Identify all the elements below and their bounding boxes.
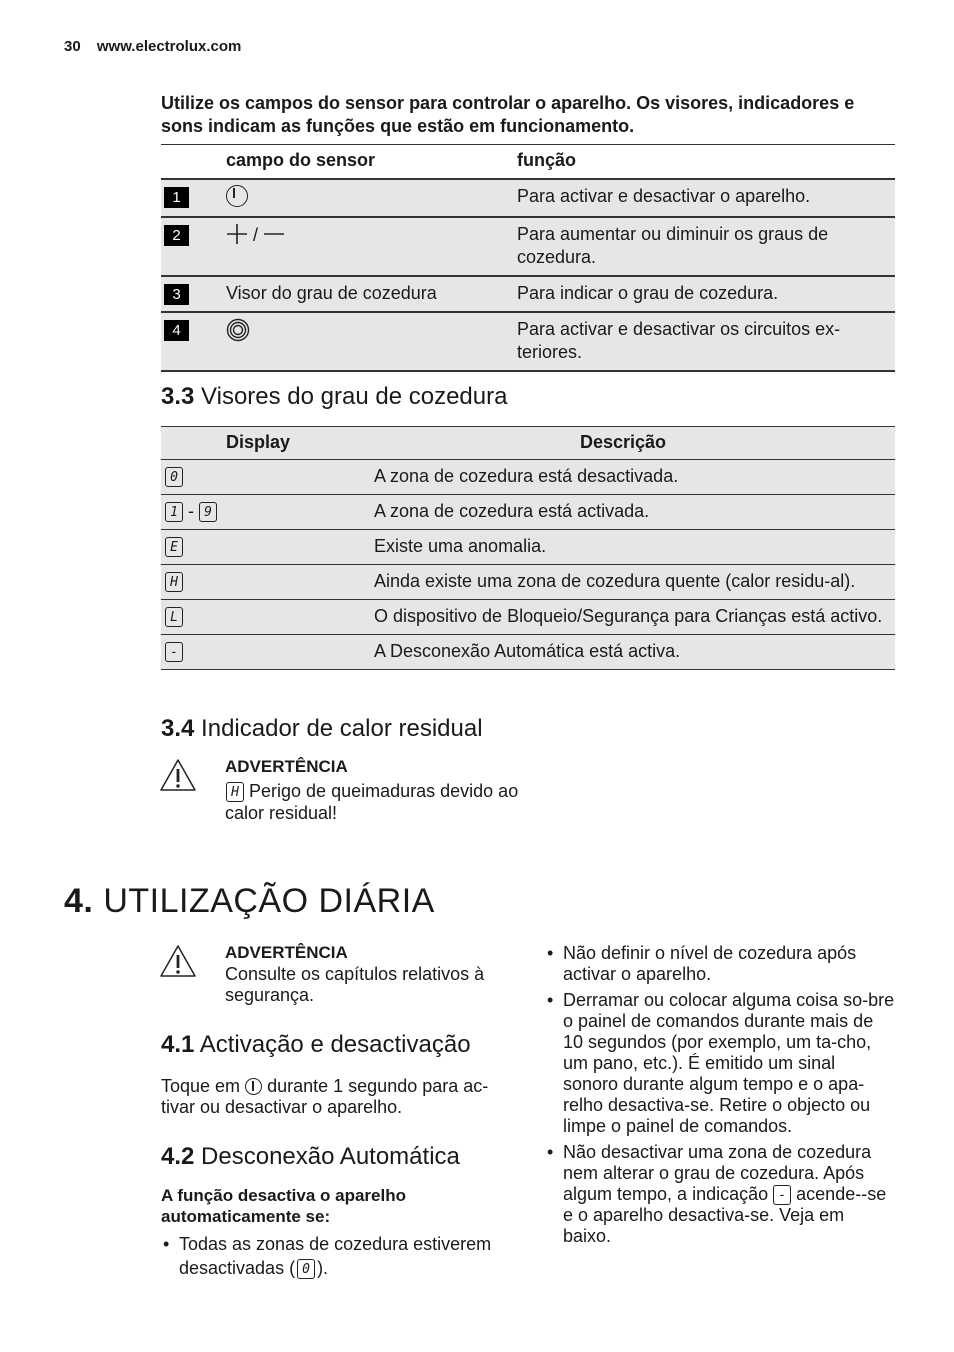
row-desc: Existe uma anomalia.: [374, 536, 547, 556]
section-number: 4.1: [161, 1031, 195, 1058]
site-url[interactable]: www.electrolux.com: [96, 38, 242, 55]
row-number: 3: [164, 284, 189, 305]
table-row: [161, 217, 895, 276]
warning-text: Consulte os capítulos relativos à segurança.: [225, 964, 485, 1005]
row-number: 4: [164, 320, 189, 341]
minus-icon: [263, 223, 285, 245]
section-title: Visores do grau de cozedura: [201, 383, 508, 410]
warning-block: [225, 757, 525, 824]
row-field: Visor do grau de cozedura: [226, 282, 437, 303]
display-symbol: E: [165, 537, 183, 557]
table-row: [161, 600, 895, 635]
table-row: [161, 530, 895, 565]
list-item: • Não definir o nível de cozedura após activar o aparelho.: [545, 943, 895, 985]
display-symbol: H: [165, 572, 183, 592]
row-number: 2: [164, 225, 189, 246]
power-icon: [245, 1078, 262, 1095]
table-row: [161, 635, 895, 670]
section-lead: A função desactiva o aparelho automaticamente se:: [161, 1186, 406, 1226]
text-part: Toque em: [161, 1076, 241, 1096]
col-header-display: Display: [226, 432, 291, 452]
display-symbol: 9: [199, 502, 217, 522]
table-header-row: [161, 145, 895, 179]
chapter-number: 4.: [64, 882, 94, 920]
separator: /: [253, 224, 259, 245]
bullet-list: [545, 943, 895, 1247]
power-icon: [226, 185, 248, 207]
display-symbol: -: [165, 642, 183, 662]
chapter-title: [64, 882, 435, 921]
plus-icon: [226, 223, 248, 245]
warning-icon: [159, 944, 197, 978]
row-func: Para indicar o grau de cozedura.: [517, 282, 779, 303]
row-func: Para activar e desactivar o aparelho.: [517, 185, 811, 206]
warning-block: [225, 943, 515, 1006]
warning-icon: [159, 758, 197, 792]
list-item: [161, 1232, 521, 1280]
page-number: 30: [64, 38, 81, 55]
section-number: 3.4: [161, 715, 195, 742]
display-table: [161, 426, 895, 670]
warning-title: ADVERTÊNCIA: [225, 757, 348, 776]
text-part: acende--se e o aparelho desactiva-se. Veja em baixo.: [563, 1184, 887, 1247]
display-symbol: -: [773, 1185, 791, 1205]
table-row: [161, 312, 895, 371]
range-separator: -: [188, 501, 195, 521]
table-row: [161, 495, 895, 530]
warning-text: [225, 780, 525, 824]
section-heading-3-3: [161, 383, 507, 411]
text-part: ).: [317, 1258, 329, 1278]
row-func: Para activar e desactivar os circuitos ex-teriores.: [517, 318, 841, 362]
warning-message: Perigo de queimaduras devido ao calor residual!: [225, 781, 519, 824]
table-row: [161, 179, 895, 217]
display-symbol: H: [226, 782, 244, 802]
intro-text: Utilize os campos do sensor para controlar o aparelho. Os visores, indicadores e sons indicam as funções que estão em funcionamento.: [161, 93, 855, 136]
bullet-list: [161, 1232, 521, 1280]
display-symbol: L: [165, 607, 183, 627]
text-part: Não desactivar uma zona de cozedura nem alterar o grau de cozedura. Após algum tempo, a indicação: [563, 1142, 872, 1204]
row-desc: A Desconexão Automática está activa.: [374, 641, 681, 661]
row-desc: O dispositivo de Bloqueio/Segurança para Crianças está activo.: [374, 606, 883, 626]
col-header-func: função: [517, 150, 577, 170]
table-row: [161, 276, 895, 312]
display-symbol: 1: [165, 502, 183, 522]
row-desc: A zona de cozedura está desactivada.: [374, 466, 679, 486]
section-title: Desconexão Automática: [201, 1143, 460, 1170]
page-header: [64, 38, 241, 55]
section-title: Activação e desactivação: [199, 1031, 471, 1058]
section-heading-3-4: [161, 715, 483, 743]
warning-title: ADVERTÊNCIA: [225, 943, 348, 962]
row-desc: Ainda existe uma zona de cozedura quente (calor residu-al).: [374, 571, 856, 591]
text-part: Todas as zonas de cozedura estiverem desactivadas (: [179, 1234, 492, 1278]
dual-circuit-icon: [226, 318, 250, 342]
chapter-name: UTILIZAÇÃO DIÁRIA: [103, 882, 435, 920]
section-heading-4-1: [161, 1031, 471, 1059]
section-title: Indicador de calor residual: [201, 715, 483, 742]
table-row: [161, 565, 895, 600]
section-number: 3.3: [161, 383, 195, 410]
text-part: durante 1 segundo para ac-tivar ou desactivar o aparelho.: [161, 1076, 489, 1117]
table-header-row: [161, 427, 895, 460]
col-header-desc: Descrição: [580, 432, 667, 452]
list-item: • Derramar ou colocar alguma coisa so-bre o painel de comandos durante mais de 10 segundos (por exemplo, um ta-cho, um pano, etc.). É emitido um sinal sonoro durante algum tempo e o apa-relho desactiva-se. Retire o objecto ou limpe o painel de comandos.: [545, 990, 895, 1137]
section-heading-4-2: [161, 1143, 460, 1171]
display-symbol: 0: [297, 1259, 315, 1279]
section-number: 4.2: [161, 1143, 195, 1170]
row-func: Para aumentar ou diminuir os graus de cozedura.: [517, 223, 829, 267]
list-item: [545, 1142, 895, 1247]
table-row: [161, 460, 895, 495]
sensor-table: [161, 144, 895, 372]
row-number: 1: [164, 187, 189, 208]
row-desc: A zona de cozedura está activada.: [374, 501, 650, 521]
col-header-field: campo do sensor: [226, 150, 376, 170]
display-symbol: 0: [165, 467, 183, 487]
section-text: [161, 1076, 516, 1118]
